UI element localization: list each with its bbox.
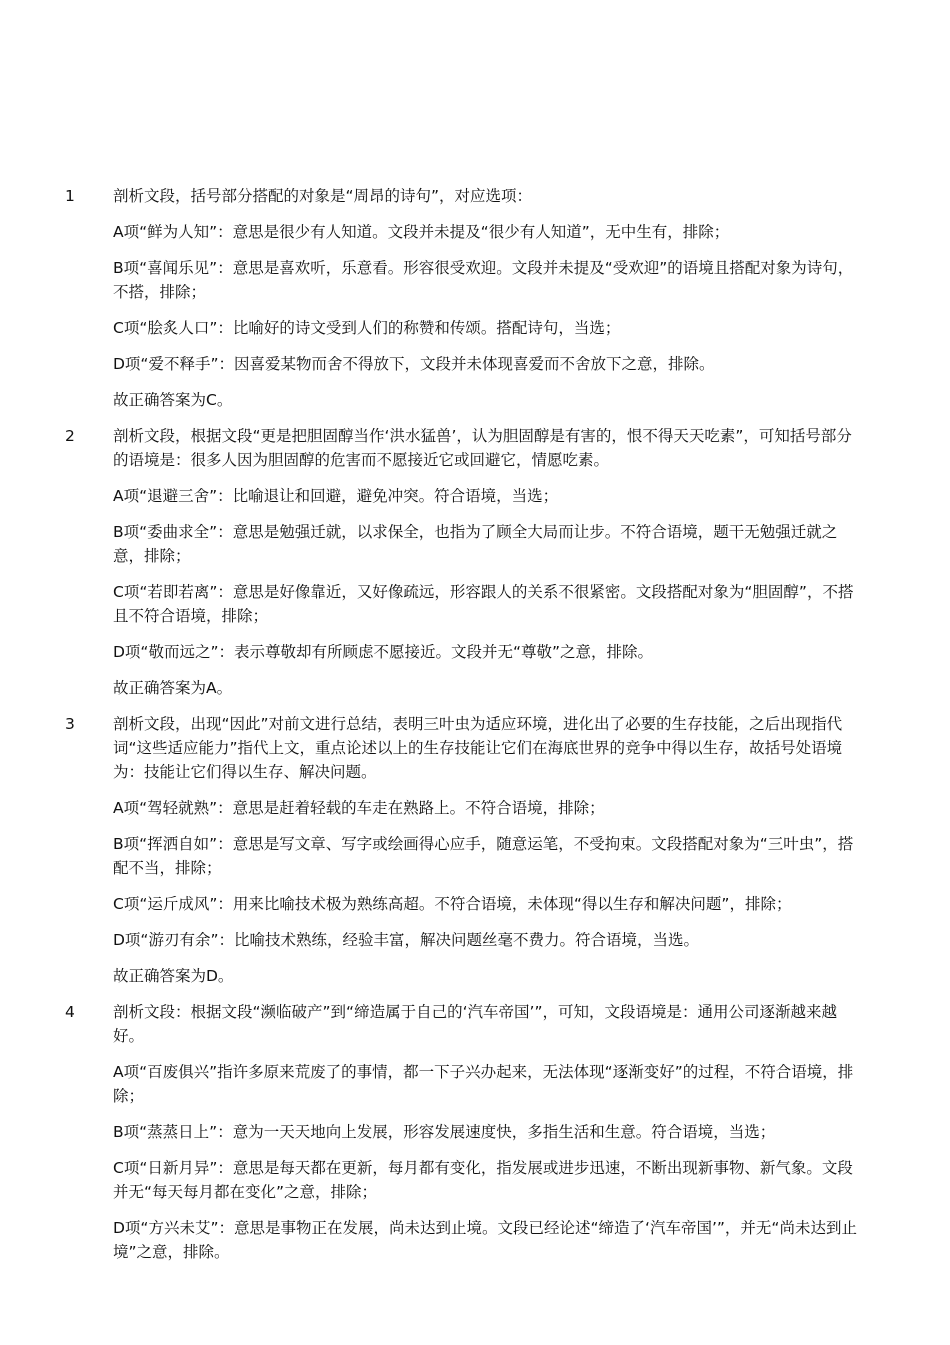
option-a-explanation: A项“驾轻就熟”：意思是赶着轻载的车走在熟路上。不符合语境，排除； xyxy=(113,799,605,817)
analysis-paragraph: 剖析文段，括号部分搭配的对象是“周昂的诗句”，对应选项： xyxy=(113,187,533,205)
option-b-explanation: B项“挥洒自如”：意思是写文章、写字或绘画得心应手，随意运笔，不受拘束。文段搭配对象为“三叶虫”，搭配不当，排除； xyxy=(113,835,854,877)
option-c-explanation: C项“运斤成风”：用来比喻技术极为熟练高超。不符合语境，未体现“得以生存和解决问题”，排除； xyxy=(113,895,792,913)
question-explanation-3 xyxy=(0,712,950,988)
question-explanation-1 xyxy=(0,184,950,412)
correct-answer: 故正确答案为C。 xyxy=(113,391,233,409)
analysis-paragraph: 剖析文段，根据文段“更是把胆固醇当作‘洪水猛兽’，认为胆固醇是有害的，恨不得天天吃素”，可知括号部分的语境是：很多人因为胆固醇的危害而不愿接近它或回避它，情愿吃素。 xyxy=(113,427,852,469)
option-d-explanation: D项“爱不释手”：因喜爱某物而舍不得放下，文段并未体现喜爱而不舍放下之意，排除。 xyxy=(113,355,715,373)
option-c-explanation: C项“日新月异”：意思是每天都在更新，每月都有变化，指发展或进步迅速，不断出现新事物、新气象。文段并无“每天每月都在变化”之意，排除； xyxy=(113,1159,853,1201)
analysis-paragraph: 剖析文段，出现“因此”对前文进行总结，表明三叶虫为适应环境，进化出了必要的生存技能，之后出现指代词“这些适应能力”指代上文，重点论述以上的生存技能让它们在海底世界的竞争中得以生存，故括号处语境为：技能让它们得以生存、解决问题。 xyxy=(113,715,843,781)
option-c-explanation: C项“若即若离”：意思是好像靠近，又好像疏远，形容跟人的关系不很紧密。文段搭配对象为“胆固醇”，不搭且不符合语境，排除； xyxy=(113,583,854,625)
question-number: 2 xyxy=(65,427,75,445)
option-a-explanation: A项“鲜为人知”：意思是很少有人知道。文段并未提及“很少有人知道”，无中生有，排除； xyxy=(113,223,730,241)
question-number: 4 xyxy=(65,1003,75,1021)
correct-answer: 故正确答案为A。 xyxy=(113,679,233,697)
option-b-explanation: B项“委曲求全”：意思是勉强迁就，以求保全，也指为了顾全大局而让步。不符合语境，题干无勉强迁就之意，排除； xyxy=(113,523,838,565)
answer-explanations xyxy=(0,184,950,1276)
option-b-explanation: B项“蒸蒸日上”：意为一天天地向上发展，形容发展速度快，多指生活和生意。符合语境，当选； xyxy=(113,1123,776,1141)
analysis-paragraph: 剖析文段：根据文段“濒临破产”到“缔造属于自己的‘汽车帝国’”，可知，文段语境是：通用公司逐渐越来越好。 xyxy=(113,1003,837,1045)
option-d-explanation: D项“敬而远之”：表示尊敬却有所顾虑不愿接近。文段并无“尊敬”之意，排除。 xyxy=(113,643,654,661)
question-number: 3 xyxy=(65,715,75,733)
question-explanation-2 xyxy=(0,424,950,700)
correct-answer: 故正确答案为D。 xyxy=(113,967,234,985)
question-explanation-4 xyxy=(0,1000,950,1264)
option-d-explanation: D项“方兴未艾”：意思是事物正在发展，尚未达到止境。文段已经论述“缔造了‘汽车帝国’”，并无“尚未达到止境”之意，排除。 xyxy=(113,1219,857,1261)
option-d-explanation: D项“游刃有余”：比喻技术熟练，经验丰富，解决问题丝毫不费力。符合语境，当选。 xyxy=(113,931,699,949)
option-c-explanation: C项“脍炙人口”：比喻好的诗文受到人们的称赞和传颂。搭配诗句，当选； xyxy=(113,319,621,337)
option-a-explanation: A项“百废俱兴”指许多原来荒废了的事情，都一下子兴办起来，无法体现“逐渐变好”的过程，不符合语境，排除； xyxy=(113,1063,854,1105)
option-b-explanation: B项“喜闻乐见”：意思是喜欢听，乐意看。形容很受欢迎。文段并未提及“受欢迎”的语境且搭配对象为诗句，不搭，排除； xyxy=(113,259,854,301)
option-a-explanation: A项“退避三舍”：比喻退让和回避，避免冲突。符合语境，当选； xyxy=(113,487,559,505)
question-number: 1 xyxy=(65,187,75,205)
